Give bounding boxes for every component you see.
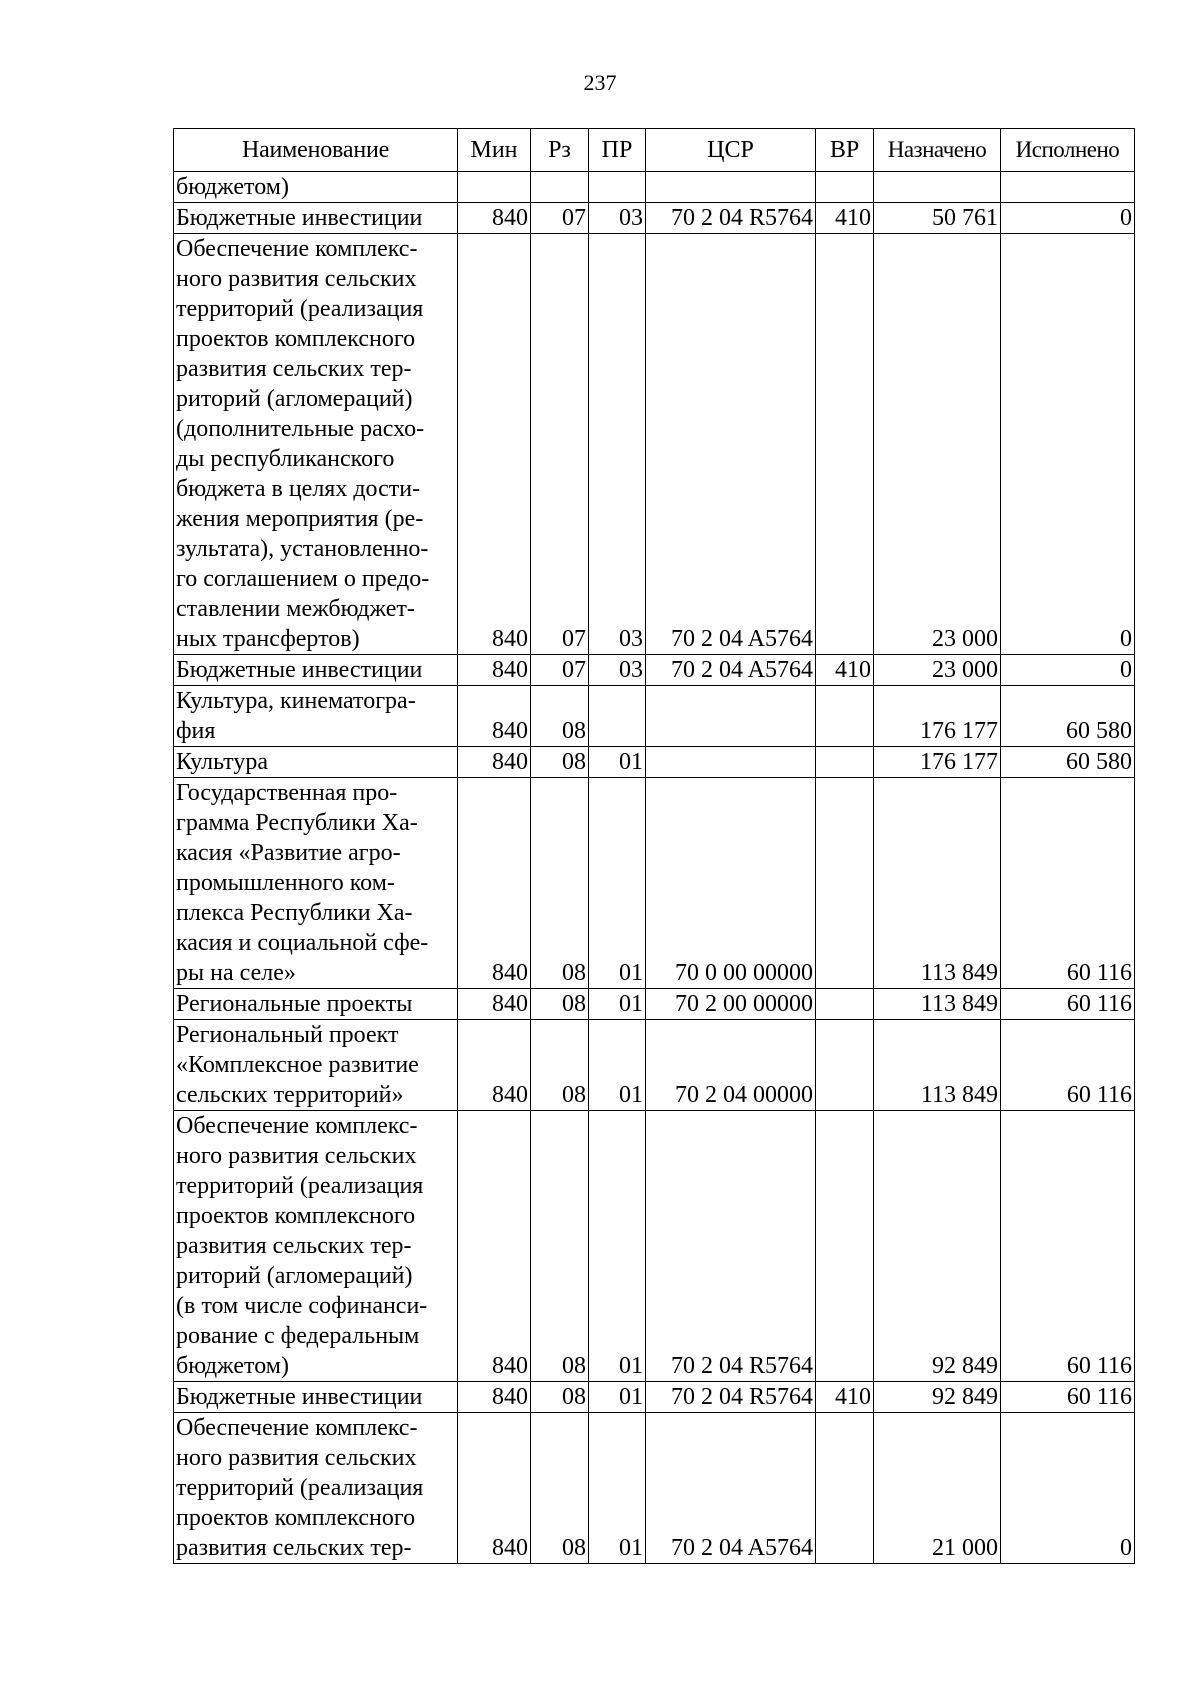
cell-name bbox=[174, 1413, 458, 1564]
name-line: Региональный проект bbox=[176, 1022, 399, 1048]
cell-min: 840 bbox=[458, 1382, 531, 1413]
table-header-row bbox=[174, 129, 1135, 172]
cell-csr bbox=[646, 747, 816, 778]
cell-rz: 08 bbox=[531, 747, 589, 778]
cell-min: 840 bbox=[458, 778, 531, 989]
name-line: Культура bbox=[176, 749, 268, 775]
name-line: Обеспечение комплекс- bbox=[176, 236, 418, 262]
cell-assigned: 113 849 bbox=[874, 1020, 1001, 1111]
name-line: бюджетом) bbox=[176, 1353, 289, 1379]
cell-name bbox=[174, 778, 458, 989]
name-line: грамма Республики Ха- bbox=[176, 810, 418, 836]
cell-csr: 70 0 00 00000 bbox=[646, 778, 816, 989]
cell-executed: 60 116 bbox=[1001, 1382, 1135, 1413]
header-pr: ПР bbox=[589, 129, 646, 172]
name-line: ного развития сельских bbox=[176, 1143, 417, 1169]
cell-assigned: 176 177 bbox=[874, 747, 1001, 778]
cell-csr: 70 2 04 R5764 bbox=[646, 203, 816, 234]
table-row bbox=[174, 203, 1135, 234]
cell-rz: 07 bbox=[531, 234, 589, 655]
name-line: Бюджетные инвестиции bbox=[176, 205, 423, 231]
cell-min: 840 bbox=[458, 747, 531, 778]
cell-executed: 60 116 bbox=[1001, 1111, 1135, 1382]
cell-assigned bbox=[874, 172, 1001, 203]
name-line: сельских территорий» bbox=[176, 1082, 404, 1108]
cell-csr: 70 2 00 00000 bbox=[646, 989, 816, 1020]
cell-vr bbox=[816, 234, 874, 655]
name-line: плекса Республики Ха- bbox=[176, 900, 413, 926]
name-line: фия bbox=[176, 718, 216, 744]
cell-csr bbox=[646, 172, 816, 203]
name-line: риторий (агломераций) bbox=[176, 386, 413, 412]
cell-assigned: 113 849 bbox=[874, 989, 1001, 1020]
table-row bbox=[174, 1413, 1135, 1564]
cell-assigned: 23 000 bbox=[874, 655, 1001, 686]
cell-csr bbox=[646, 686, 816, 747]
cell-rz: 08 bbox=[531, 989, 589, 1020]
name-line: жения мероприятия (ре- bbox=[176, 506, 424, 532]
cell-csr: 70 2 04 A5764 bbox=[646, 1413, 816, 1564]
table-row bbox=[174, 1111, 1135, 1382]
name-line: (в том числе софинанси- bbox=[176, 1293, 428, 1319]
cell-rz: 08 bbox=[531, 1111, 589, 1382]
name-line: ды республиканского bbox=[176, 446, 395, 472]
cell-rz: 08 bbox=[531, 1020, 589, 1111]
header-csr: ЦСР bbox=[646, 129, 816, 172]
name-line: касия «Развитие агро- bbox=[176, 840, 401, 866]
cell-rz: 08 bbox=[531, 778, 589, 989]
header-vr: ВР bbox=[816, 129, 874, 172]
cell-vr bbox=[816, 686, 874, 747]
name-line: ных трансфертов) bbox=[176, 626, 360, 652]
name-line: Обеспечение комплекс- bbox=[176, 1113, 418, 1139]
cell-pr: 03 bbox=[589, 655, 646, 686]
cell-executed: 60 580 bbox=[1001, 747, 1135, 778]
name-line: касия и социальной сфе- bbox=[176, 930, 429, 956]
name-line: территорий (реализация bbox=[176, 1173, 424, 1199]
cell-pr: 01 bbox=[589, 1413, 646, 1564]
name-line: территорий (реализация bbox=[176, 1475, 424, 1501]
cell-pr bbox=[589, 172, 646, 203]
cell-name bbox=[174, 1111, 458, 1382]
name-line: ставлении межбюджет- bbox=[176, 596, 415, 622]
table-row bbox=[174, 686, 1135, 747]
cell-name bbox=[174, 989, 458, 1020]
cell-rz: 07 bbox=[531, 203, 589, 234]
cell-pr bbox=[589, 686, 646, 747]
cell-csr: 70 2 04 00000 bbox=[646, 1020, 816, 1111]
name-line: Государственная про- bbox=[176, 780, 398, 806]
cell-name bbox=[174, 686, 458, 747]
table-row bbox=[174, 172, 1135, 203]
cell-executed: 60 116 bbox=[1001, 778, 1135, 989]
header-assigned: Назначено bbox=[874, 129, 1001, 172]
cell-pr: 01 bbox=[589, 1111, 646, 1382]
header-rz: Рз bbox=[531, 129, 589, 172]
cell-pr: 01 bbox=[589, 778, 646, 989]
cell-executed: 0 bbox=[1001, 1413, 1135, 1564]
cell-assigned: 113 849 bbox=[874, 778, 1001, 989]
cell-min: 840 bbox=[458, 1020, 531, 1111]
cell-min: 840 bbox=[458, 1111, 531, 1382]
cell-rz bbox=[531, 172, 589, 203]
name-line: бюджетом) bbox=[176, 174, 289, 200]
cell-name bbox=[174, 172, 458, 203]
name-line: риторий (агломераций) bbox=[176, 1263, 413, 1289]
cell-name bbox=[174, 234, 458, 655]
cell-pr: 01 bbox=[589, 1020, 646, 1111]
cell-vr bbox=[816, 778, 874, 989]
name-line: территорий (реализация bbox=[176, 296, 424, 322]
name-line: Бюджетные инвестиции bbox=[176, 1384, 423, 1410]
name-line: ного развития сельских bbox=[176, 1445, 417, 1471]
cell-vr bbox=[816, 1413, 874, 1564]
cell-executed bbox=[1001, 172, 1135, 203]
table-row bbox=[174, 778, 1135, 989]
cell-vr bbox=[816, 747, 874, 778]
cell-executed: 0 bbox=[1001, 655, 1135, 686]
cell-csr: 70 2 04 R5764 bbox=[646, 1111, 816, 1382]
cell-assigned: 23 000 bbox=[874, 234, 1001, 655]
table-row bbox=[174, 655, 1135, 686]
cell-assigned: 92 849 bbox=[874, 1382, 1001, 1413]
cell-executed: 0 bbox=[1001, 203, 1135, 234]
cell-vr bbox=[816, 1111, 874, 1382]
name-line: го соглашением о предо- bbox=[176, 566, 430, 592]
name-line: ры на селе» bbox=[176, 960, 296, 986]
header-min: Мин bbox=[458, 129, 531, 172]
cell-csr: 70 2 04 R5764 bbox=[646, 1382, 816, 1413]
cell-name bbox=[174, 203, 458, 234]
cell-vr bbox=[816, 1020, 874, 1111]
name-line: промышленного ком- bbox=[176, 870, 395, 896]
cell-vr: 410 bbox=[816, 1382, 874, 1413]
cell-rz: 08 bbox=[531, 686, 589, 747]
cell-min bbox=[458, 172, 531, 203]
cell-rz: 07 bbox=[531, 655, 589, 686]
cell-csr: 70 2 04 A5764 bbox=[646, 655, 816, 686]
name-line: проектов комплексного bbox=[176, 1203, 416, 1229]
table-row bbox=[174, 989, 1135, 1020]
cell-min: 840 bbox=[458, 234, 531, 655]
cell-executed: 60 116 bbox=[1001, 1020, 1135, 1111]
cell-executed: 60 580 bbox=[1001, 686, 1135, 747]
cell-vr bbox=[816, 172, 874, 203]
cell-name bbox=[174, 1382, 458, 1413]
cell-name bbox=[174, 655, 458, 686]
name-line: «Комплексное развитие bbox=[176, 1052, 419, 1078]
name-line: развития сельских тер- bbox=[176, 1233, 412, 1259]
name-line: проектов комплексного bbox=[176, 326, 416, 352]
name-line: развития сельских тер- bbox=[176, 356, 412, 382]
table-row bbox=[174, 234, 1135, 655]
budget-table bbox=[173, 128, 1135, 1564]
table-row bbox=[174, 747, 1135, 778]
name-line: развития сельских тер- bbox=[176, 1535, 412, 1561]
name-line: Обеспечение комплекс- bbox=[176, 1415, 418, 1441]
cell-assigned: 21 000 bbox=[874, 1413, 1001, 1564]
name-line: зультата), установленно- bbox=[176, 536, 429, 562]
cell-rz: 08 bbox=[531, 1382, 589, 1413]
page-number: 237 bbox=[583, 70, 617, 95]
header-executed: Исполнено bbox=[1001, 129, 1135, 172]
cell-assigned: 92 849 bbox=[874, 1111, 1001, 1382]
table-row bbox=[174, 1020, 1135, 1111]
name-line: бюджета в целях дости- bbox=[176, 476, 421, 502]
cell-assigned: 176 177 bbox=[874, 686, 1001, 747]
cell-min: 840 bbox=[458, 203, 531, 234]
cell-pr: 01 bbox=[589, 747, 646, 778]
cell-min: 840 bbox=[458, 655, 531, 686]
cell-vr: 410 bbox=[816, 203, 874, 234]
cell-name bbox=[174, 1020, 458, 1111]
cell-vr bbox=[816, 989, 874, 1020]
cell-pr: 01 bbox=[589, 989, 646, 1020]
name-line: проектов комплексного bbox=[176, 1505, 416, 1531]
table-body bbox=[174, 172, 1135, 1564]
table-row bbox=[174, 1382, 1135, 1413]
name-line: Бюджетные инвестиции bbox=[176, 657, 423, 683]
cell-pr: 03 bbox=[589, 203, 646, 234]
cell-executed: 0 bbox=[1001, 234, 1135, 655]
cell-min: 840 bbox=[458, 989, 531, 1020]
cell-min: 840 bbox=[458, 686, 531, 747]
cell-csr: 70 2 04 A5764 bbox=[646, 234, 816, 655]
name-line: ного развития сельских bbox=[176, 266, 417, 292]
cell-name bbox=[174, 747, 458, 778]
cell-executed: 60 116 bbox=[1001, 989, 1135, 1020]
cell-vr: 410 bbox=[816, 655, 874, 686]
header-name: Наименование bbox=[174, 129, 458, 172]
cell-pr: 01 bbox=[589, 1382, 646, 1413]
cell-assigned: 50 761 bbox=[874, 203, 1001, 234]
name-line: (дополнительные расхо- bbox=[176, 416, 425, 442]
cell-rz: 08 bbox=[531, 1413, 589, 1564]
cell-min: 840 bbox=[458, 1413, 531, 1564]
cell-pr: 03 bbox=[589, 234, 646, 655]
name-line: Региональные проекты bbox=[176, 991, 413, 1017]
name-line: рование с федеральным bbox=[176, 1323, 420, 1349]
name-line: Культура, кинематогра- bbox=[176, 688, 416, 714]
